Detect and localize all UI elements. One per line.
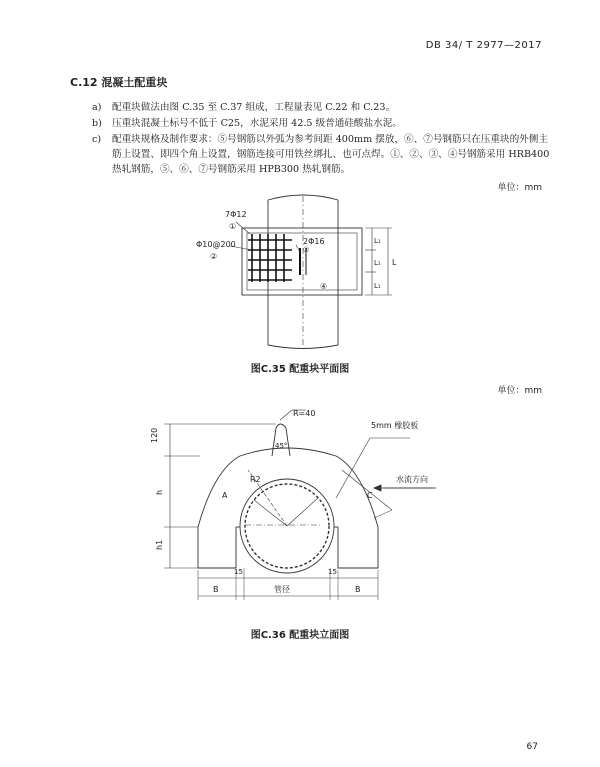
label-rubber-plate: 5mm 橡胶板: [371, 421, 419, 430]
label-h1: h1: [155, 539, 164, 550]
label-num-2: ②: [303, 246, 310, 254]
label-pipe-diameter: 管径: [274, 585, 290, 594]
item-text: 配重块做法由图 C.35 至 C.37 组成，工程量表见 C.22 和 C.23。: [112, 102, 396, 113]
top-bump: [272, 424, 290, 456]
dim-L1-mid: L₁: [374, 259, 381, 267]
label-c: C: [367, 491, 373, 500]
fig36-caption: 图C.36 配重块立面图: [250, 630, 350, 641]
item-label: c): [92, 134, 102, 145]
section-title: C.12 混凝土配重块: [70, 76, 168, 89]
label-flow-direction: 水流方向: [396, 475, 428, 484]
label-num-3: ②: [210, 252, 218, 261]
label-gap-right: 15: [328, 568, 337, 576]
page-number: 67: [526, 742, 538, 752]
block-outline: [198, 448, 378, 568]
item-label: b): [92, 118, 102, 129]
label-num-1: ①: [229, 222, 237, 231]
item-text: 配重块规格及制作要求：⑤号钢筋以外弧为参考间距 400mm 摆放，⑥、⑦号钢筋只在压重块的外侧主筋上设置、即四个角上设置，钢筋连接可用铁丝绑扎、也可点焊。①、②、③、④号钢筋采用 HRB400 热轧钢筋，⑤、⑥、⑦号钢筋采用 HPB300 热轧钢筋。: [112, 134, 550, 175]
label-2phi16: 2Φ16: [303, 237, 325, 246]
dim-L: L: [392, 258, 397, 267]
label-gap-left: 15: [234, 568, 243, 576]
label-7phi12: 7Φ12: [225, 210, 247, 219]
label-r2: R2: [250, 475, 261, 484]
label-num-4: ④: [320, 282, 328, 291]
label-b-left: B: [213, 585, 219, 594]
fig36-unit: 单位：mm: [497, 386, 542, 396]
item-label: a): [92, 102, 102, 113]
item-text: 压重块混凝土标号不低于 C25，水泥采用 42.5 级普通硅酸盐水泥。: [112, 118, 402, 129]
dim-L1-bottom: L₁: [374, 282, 381, 290]
fig35-caption: 图C.35 配重块平面图: [250, 364, 350, 375]
label-a: A: [222, 491, 228, 500]
fig35-unit: 单位：mm: [497, 183, 542, 193]
label-h: h: [155, 489, 164, 495]
label-r40: R=40: [293, 409, 316, 418]
standard-code: DB 34/ T 2977—2017: [425, 40, 542, 51]
label-120: 120: [150, 427, 159, 443]
label-b-right: B: [355, 585, 361, 594]
label-phi10-200: Φ10@200: [196, 240, 236, 249]
dim-L1-top: L₁: [374, 237, 381, 245]
label-45deg: 45°: [275, 442, 288, 450]
